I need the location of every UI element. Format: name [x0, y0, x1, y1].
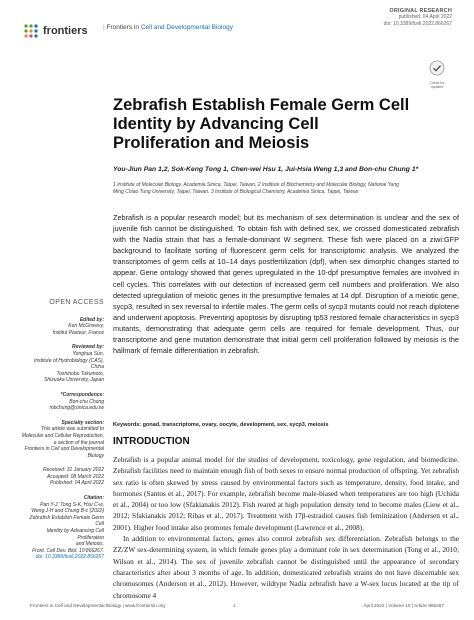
citation-line: Front. Cell Dev. Biol. 10:866267. [32, 547, 104, 554]
editor-line[interactable]: Ken McGrreevy, [68, 323, 104, 330]
specialty-line: Biology [87, 452, 104, 459]
frontiers-logo-icon [22, 22, 40, 40]
check-for-updates-button[interactable] [428, 60, 446, 89]
reviewer-line: Shizuoka University, Japan [44, 377, 104, 384]
introduction-heading: INTRODUCTION [113, 436, 190, 447]
citation-line: Identity by Advancing Cell Proliferation [46, 528, 104, 541]
check-updates-label-1: Check for [429, 81, 445, 85]
published-date-sidebar: Published: 04 April 2022 [49, 480, 104, 487]
reviewed-by [20, 344, 104, 384]
author-list: You-Jiun Pan 1,2, Sok-Keng Tong 1, Chen-wei Hsu 1, Jui-Hsia Weng 1,3 and Bon-chu Chung 1* [113, 166, 419, 173]
page-number: 1 [233, 603, 236, 608]
journal-prefix: Frontiers in [106, 24, 140, 31]
correspondence-label: *Correspondence: [60, 391, 104, 398]
check-updates-icon [429, 60, 445, 76]
citation [20, 495, 104, 561]
check-updates-label-2: updates [430, 85, 444, 89]
correspondence-email[interactable]: mbchung@sinica.edu.tw [49, 405, 104, 412]
citation-line: Weng J-H and Chung B-c (2022) [31, 508, 104, 515]
logo-wordmark: frontiers [43, 25, 88, 37]
citation-line: Pan Y-J, Tong S-K, Hsu C-w, [40, 501, 104, 508]
accepted-date: Accepted: 08 March 2022 [47, 473, 104, 480]
corresponding-author: Bon-chu Chung [69, 398, 104, 405]
keywords: Keywords: gonad, transcriptome, ovary, oocyte, development, sex, sycp3, meiosis [113, 422, 329, 428]
intro-paragraph: In addition to environmental factors, genes also control zebrafish sex differentiation. Zebrafish belongs to the ZZ/ZW sex-determining system, in which female genes play a dominant role in sex determination (Tong et al., 2010; Wilson et al., 2014). The sex of juvenile zebrafish cannot be distinguished until the appearance of secondary characteristics after about 3 months of age. In addition, domesticated zebrafish strains do not have discernable sex chromosomes (Anderson et al., 2012). However, wildtype Nadia zebrafish have a W-sex locus located at the tip of chromosome 4 [113, 534, 459, 600]
article-doi[interactable]: doi: 10.3389/fcell.2022.866267 [383, 21, 452, 27]
citation-doi-link[interactable]: doi: 10.3389/fcell.2022.866267 [35, 554, 104, 561]
published-date: published: 04 April 2022 [398, 14, 452, 20]
specialty-line: a section of the journal [53, 439, 104, 446]
footer-volume: April 2022 | Volume 10 | Article 866267 [363, 603, 444, 608]
article-info-sidebar [20, 300, 104, 569]
citation-label: Citation: [83, 495, 104, 502]
frontiers-logo[interactable] [22, 22, 88, 40]
article-meta [384, 8, 452, 28]
page-footer [30, 603, 444, 613]
citation-line: and Meiosis. [75, 541, 104, 548]
open-access-label: OPEN ACCESS [49, 299, 104, 306]
reviewer-line: Institute of Hydrobiology (CAS), China [33, 357, 104, 371]
article-type: ORIGINAL RESEARCH [389, 8, 452, 14]
footer-journal[interactable]: Frontiers in Cell and Developmental Biology | www.frontiersin.org [30, 603, 165, 608]
journal-name: Cell and Developmental Biology [140, 24, 233, 31]
dates [20, 467, 104, 487]
edited-by-label: Edited by: [79, 316, 104, 323]
citation-line: Zebrafish Establish Female Germ Cell [29, 514, 104, 528]
specialty-line: Frontiers in Cell and Developmental [24, 446, 104, 453]
article-title: Zebrafish Establish Female Germ Cell Identity by Advancing Cell Proliferation and Meiosis [113, 96, 410, 152]
specialty-line: This article was submitted to [40, 426, 104, 433]
editor-line: Institut Pasteur, France [52, 329, 104, 336]
introduction-body [113, 454, 459, 601]
affiliations [113, 182, 448, 196]
affiliation-line: Ming Chiao Tung University, Taipei, Taiwan, 3 Institute of Biological Chemistry, Academia Sinica, Taipei, Taiwan [113, 189, 359, 195]
affiliation-line: 1 Institute of Molecular Biology, Academia Sinica, Taipei, Taiwan, 2 Institute of Biochemistry and Molecular Biology, National Yang [113, 182, 399, 188]
specialty-label: Specialty section: [61, 419, 104, 426]
reviewer-line[interactable]: Toshinobu Tokumoto, [56, 370, 104, 377]
received-date: Received: 31 January 2022 [43, 467, 104, 474]
reviewer-line[interactable]: Yonghua Sun, [72, 350, 104, 357]
edited-by [20, 317, 104, 337]
journal-title-link[interactable] [103, 24, 233, 31]
specialty-line: Molecular and Cellular Reproduction, [21, 432, 104, 439]
correspondence [20, 392, 104, 412]
abstract: Zebrafish is a popular research model; but its mechanism of sex determination is unclear and the sex of juvenile fish cannot be distinguished. To obtain fish with defined sex, we crossed domesticated zebrafish with the Nadia strain that has a female-dominant W segment. These fish were placed on a ziwi:GFP background to facilitate sorting of fluorescent germ cells for transcriptomic analysis. We analyzed the transcriptomes of germ cells at 10–14 days postfertilization (dpf), when sex dimorphic changes started to appear. Gene ontology showed that genes upregulated in the 10-dpf presumptive females are involved in cell cycles. This correlates with our detection of increased germ cell numbers and proliferation. We also detected upregulation of meiotic genes in the presumptive females at 14 dpf. Disruption of a meiotic gene, sycp3, resulted in sex reversal to infertile males. The germ cells of sycp3 mutants could not reach diplotene and underwent apoptosis. Preventing apoptosis by disrupting tp53 restored female characteristics in sycp3 mutants, demonstrating that adequate germ cells are required for female development. Thus, our transcriptome and gene mutation demonstrate that initial germ cell proliferation followed by meiosis is the hallmark of female differentiation in zebrafish. [113, 213, 459, 356]
intro-paragraph: Zebrafish is a popular animal model for the studies of development, toxicology, gene regulation, and biomedicine. Zebrafish facilities need to maintain enough fish of both sexes to ensure normal production of offspring. Yet zebrafish sex ratio is often skewed by stress caused by environmental factors such as temperature, density, food intake, and hormones (Santos et al., 2017). For example, zebrafish become male-biased when temperatures are too high (Uchida et al., 2004) or too low (Sfakianakis 2012). Fish reared at high population density tend to become males (Liew et al., 2012; Sfakianakis 2012; Ribas et al., 2017). Treatment with 17β-estradiol causes fish feminization (Andersen et al., 2001). Higher food intake also promotes female development (Lawrence et al., 2008). [113, 455, 459, 532]
reviewed-by-label: Reviewed by: [72, 344, 104, 351]
separator: | [103, 24, 107, 31]
specialty-section [20, 420, 104, 460]
